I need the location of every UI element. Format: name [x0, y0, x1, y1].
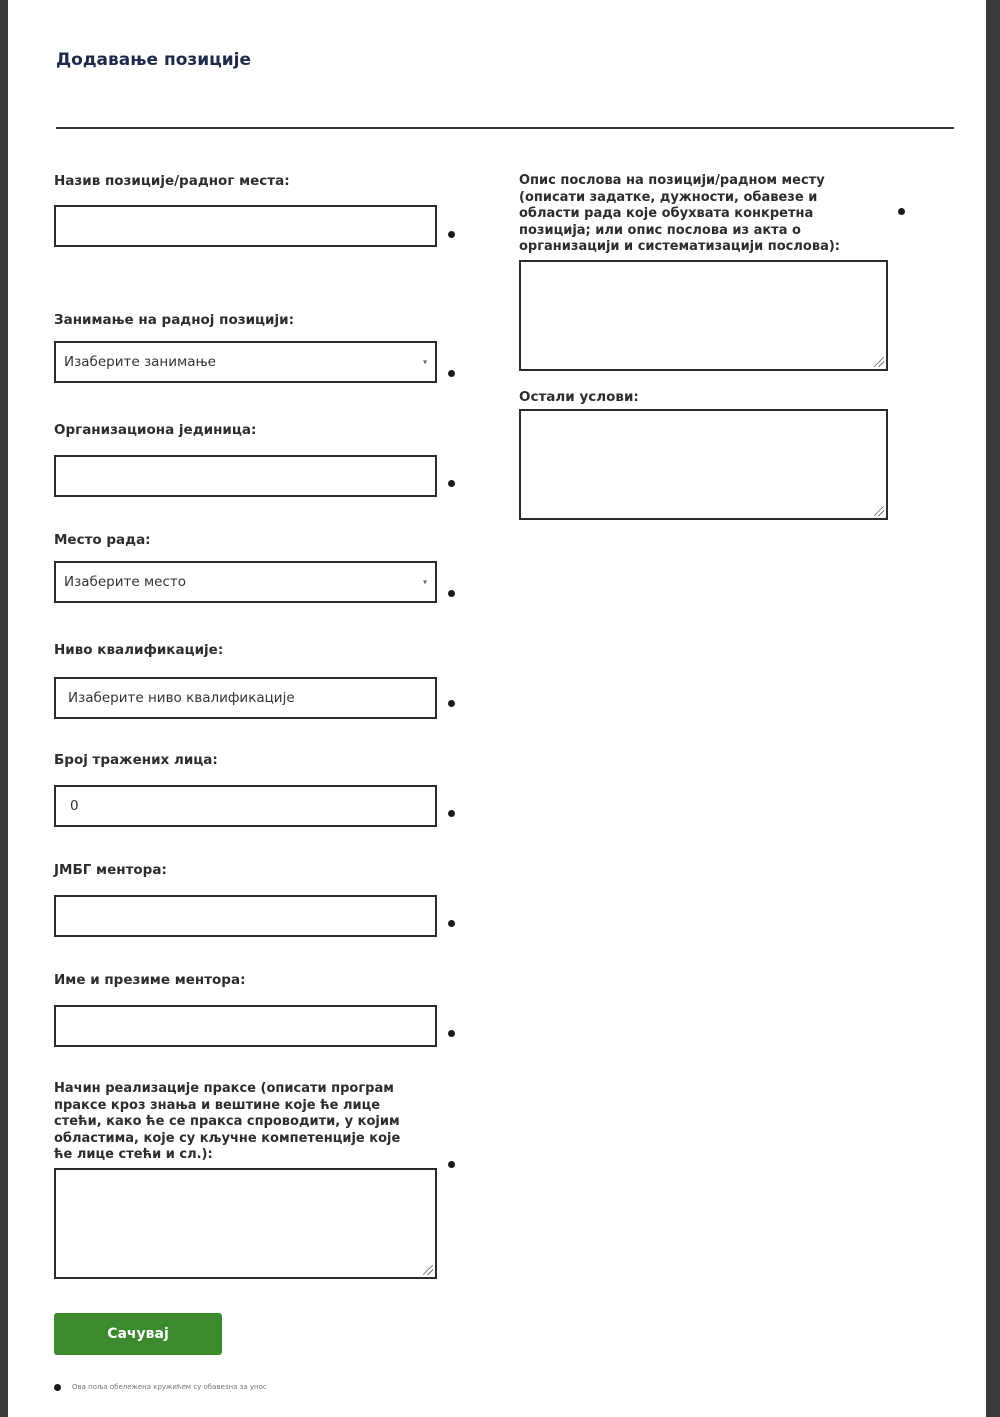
- workplace-selected-value: Изаберите место: [64, 574, 187, 590]
- required-marker: [448, 590, 455, 597]
- required-fields-note: Ова поља обележена кружићем су обавезна за унос: [72, 1383, 267, 1391]
- org-unit-input[interactable]: [54, 455, 437, 497]
- other-conditions-textarea[interactable]: [519, 409, 888, 520]
- org-unit-label: Организациона јединица:: [54, 422, 257, 438]
- practice-method-textarea[interactable]: [54, 1168, 437, 1279]
- add-position-modal: [8, 0, 986, 1417]
- required-marker: [448, 1161, 455, 1168]
- practice-method-label: Начин реализације праксе (описати програм праксе кроз знања и вештине које ће лице стећи, како ће се пракса спроводити, у којим областима, које су кључне компетенције које ће лице стећи и сл.):: [54, 1081, 401, 1162]
- count-label: Број тражених лица:: [54, 752, 218, 768]
- occupation-label: Занимање на радној позицији:: [54, 312, 294, 328]
- position-name-input[interactable]: [54, 205, 437, 247]
- resize-handle-icon[interactable]: [874, 506, 884, 516]
- workplace-select[interactable]: [54, 561, 437, 603]
- required-marker: [448, 231, 455, 238]
- qualification-selected-value: Изаберите ниво квалификације: [68, 690, 295, 706]
- count-input[interactable]: [54, 785, 437, 827]
- position-name-label: Назив позиције/радног места:: [54, 173, 290, 189]
- required-marker: [448, 370, 455, 377]
- resize-handle-icon[interactable]: [423, 1265, 433, 1275]
- required-marker-legend: [54, 1384, 61, 1391]
- mentor-jmbg-label: ЈМБГ ментора:: [54, 862, 167, 878]
- save-button[interactable]: Сачувај: [54, 1313, 222, 1355]
- job-description-label: Опис послова на позицији/радном месту (описати задатке, дужности, обавезе и области рада које обухвата конкретна позиција; или опис послова из акта о организацији и систематизацији послова):: [519, 173, 840, 254]
- mentor-name-label: Име и презиме ментора:: [54, 972, 246, 988]
- occupation-select[interactable]: [54, 341, 437, 383]
- modal-title: Додавање позиције: [56, 50, 252, 70]
- chevron-down-icon: ▾: [422, 357, 427, 367]
- occupation-selected-value: Изаберите занимање: [64, 354, 216, 370]
- required-marker: [448, 700, 455, 707]
- required-marker: [898, 208, 905, 215]
- qualification-label: Ниво квалификације:: [54, 642, 224, 658]
- qualification-select[interactable]: [54, 677, 437, 719]
- required-marker: [448, 480, 455, 487]
- required-marker: [448, 1030, 455, 1037]
- workplace-label: Место рада:: [54, 532, 151, 548]
- chevron-down-icon: ▾: [422, 577, 427, 587]
- resize-handle-icon[interactable]: [874, 357, 884, 367]
- mentor-name-input[interactable]: [54, 1005, 437, 1047]
- other-conditions-label: Остали услови:: [519, 389, 639, 405]
- required-marker: [448, 920, 455, 927]
- title-divider: [56, 127, 954, 129]
- job-description-textarea[interactable]: [519, 260, 888, 371]
- required-marker: [448, 810, 455, 817]
- mentor-jmbg-input[interactable]: [54, 895, 437, 937]
